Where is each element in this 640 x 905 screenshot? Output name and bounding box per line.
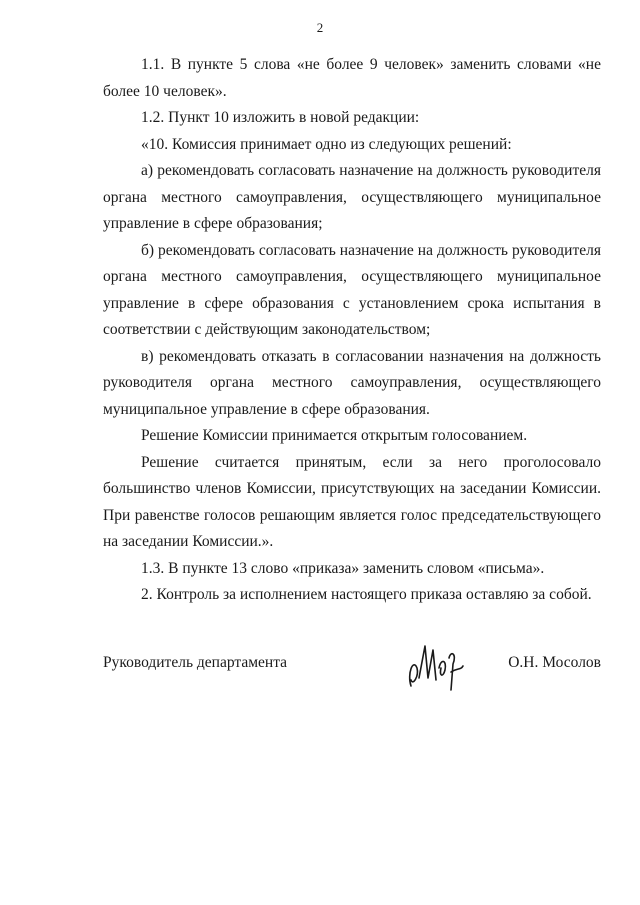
signature-block (103, 650, 601, 710)
signatory-name: О.Н. Мосолов (508, 654, 601, 671)
paragraph-option-v: в) рекомендовать отказать в согласовании назначения на должность руководителя органа местного самоуправления, осуществляющего муниципальное управление в сфере образования. (103, 347, 601, 418)
paragraph-1-1: 1.1. В пункте 5 слова «не более 9 человек» заменить словами «не более 10 человек». (103, 56, 601, 100)
paragraph-2: 2. Контроль за исполнением настоящего приказа оставляю за собой. (141, 586, 592, 603)
page-number: 2 (316, 20, 324, 35)
paragraph-10-intro: «10. Комиссия принимает одно из следующих решений: (141, 135, 512, 153)
paragraph-option-a: а) рекомендовать согласовать назначение на должность руководителя органа местного самоуправления, осуществляющего муниципальное управление в сфере образования; (103, 162, 601, 232)
handwritten-signature-icon (403, 628, 475, 700)
paragraph-decision-rule: Решение считается принятым, если за него проголосовало большинство членов Комиссии, присутствующих на заседании Комиссии. При равенстве голосов решающим является голос председательствующего на заседании Комиссии.». (103, 453, 601, 550)
document-body (103, 52, 601, 609)
paragraph-1-3: 1.3. В пункте 13 слово «приказа» заменить словом «письма». (141, 559, 545, 577)
signatory-position: Руководитель департамента (103, 654, 288, 671)
paragraph-1-2: 1.2. Пункт 10 изложить в новой редакции: (141, 109, 420, 126)
paragraph-open-vote: Решение Комиссии принимается открытым голосованием. (141, 427, 528, 444)
paragraph-option-b: б) рекомендовать согласовать назначение на должность руководителя органа местного самоуправления, осуществляющего муниципальное управление в сфере образования с установлением срока испытания в соответствии с действующим законодательством; (103, 241, 601, 338)
